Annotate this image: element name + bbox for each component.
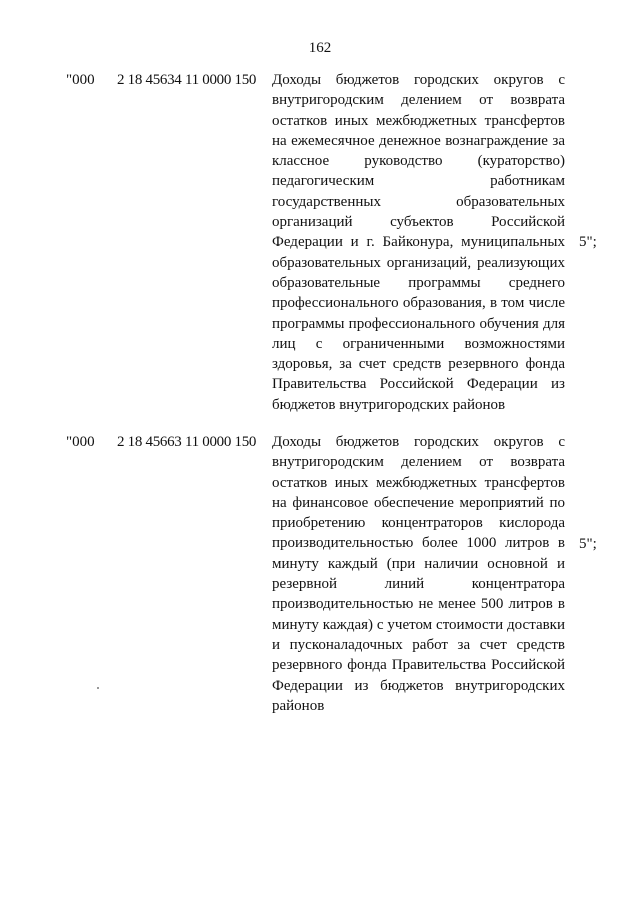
description-line: приобретению концентраторов кислорода — [272, 515, 565, 532]
description-line: производительностью более 1000 литров в — [272, 535, 565, 552]
description-line: и пусконаладочных работ за счет средств — [272, 636, 565, 653]
description-line: внутригородским делением от возврата — [272, 92, 565, 109]
description-line: Доходы бюджетов городских округов с — [272, 72, 565, 88]
description-line: Федерации из бюджетов внутригородских — [272, 677, 565, 694]
budget-classification-code: 2 18 45634 11 0000 150 — [117, 72, 257, 88]
admin-code: "000 — [66, 72, 95, 88]
description-line: Доходы бюджетов городских округов с — [272, 434, 565, 450]
description-line: внутригородским делением от возврата — [272, 454, 565, 471]
description-line: резервной линий концентратора — [272, 576, 565, 593]
description-line: Правительства Российской Федерации из — [272, 376, 565, 393]
budget-classification-code: 2 18 45663 11 0000 150 — [117, 434, 257, 450]
distribution-norm: 5"; — [579, 234, 597, 250]
description-line: государственных образовательных — [272, 193, 565, 210]
description-line: остатков иных межбюджетных трансфертов — [272, 112, 565, 129]
description-line: Федерации и г. Байконура, муниципальных — [272, 234, 565, 251]
description-line: лиц с ограниченными возможностями — [272, 335, 565, 352]
description-line: бюджетов внутригородских районов — [272, 396, 506, 413]
description-line: на финансовое обеспечение мероприятий по — [272, 494, 565, 511]
scan-speck — [97, 687, 99, 689]
description-line: минуту каждый (при наличии основной и — [272, 555, 565, 572]
page-number: 162 — [308, 40, 332, 56]
distribution-norm: 5"; — [579, 536, 597, 552]
admin-code: "000 — [66, 434, 95, 450]
description-line: программы профессионального обучения для — [272, 315, 565, 332]
income-description — [272, 432, 565, 716]
description-line: районов — [272, 697, 325, 714]
description-line: производительностью не менее 500 литров в — [272, 596, 565, 613]
description-line: на ежемесячное денежное вознаграждение за — [272, 132, 565, 149]
income-description — [272, 70, 565, 415]
description-line: резервного фонда Правительства Российской — [272, 657, 565, 674]
description-line: минуту каждая) с учетом стоимости доставки — [272, 616, 565, 633]
description-line: образовательных организаций, реализующих — [272, 254, 565, 271]
description-line: остатков иных межбюджетных трансфертов — [272, 474, 565, 491]
description-line: профессионального образования, в том числе — [272, 295, 565, 312]
description-line: образовательные программы среднего — [272, 274, 565, 291]
description-line: здоровья, за счет средств резервного фонда — [272, 356, 565, 373]
description-line: классное руководство (кураторство) — [272, 153, 565, 170]
description-line: организаций субъектов Российской — [272, 214, 565, 231]
description-line: педагогическим работникам — [272, 173, 565, 190]
